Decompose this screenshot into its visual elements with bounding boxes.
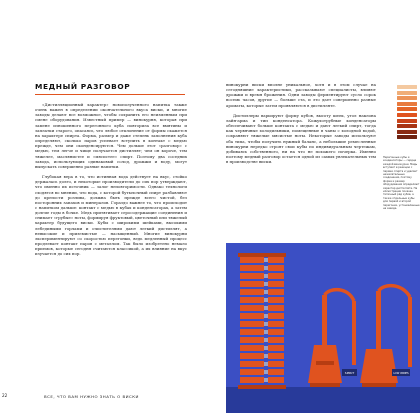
column-step (264, 362, 268, 366)
column-segment (240, 313, 264, 319)
paragraph: Дистиллеры варьируют форму кубов, высоту шеек, угол наклона лайн-арма и тип конденсатора. Кожухотрубные конденсаторы обеспечивают больше контакта с медью и дают легкий спирт, тогда как червячные холодильники, помещенные в чаны с холодной водой, сохраняют тяжелые мясистые ноты. Некоторые заводы используют оба типа, чтобы получить нужный баланс, а небольшие ремесленные винокурни нередко строят свои кубы по индивидуальным чертежам, добиваясь собственного, ни на что не похожего почерка. Именно поэтому медный разговор остается одной из самых увлекательных тем в производстве виски. (226, 112, 376, 165)
column-segment (240, 281, 264, 287)
label-box-spirit (342, 369, 357, 376)
illustration-floor (226, 387, 420, 413)
color-bar (397, 96, 417, 100)
column-segment (240, 257, 264, 263)
column-segment (268, 313, 284, 319)
column-segment (240, 377, 264, 383)
column-segment (268, 345, 284, 351)
label-box-low-wines (392, 369, 410, 376)
column-step (264, 298, 268, 302)
column-step (264, 306, 268, 310)
column-segment (268, 321, 284, 327)
color-bar (397, 102, 417, 106)
column-step (264, 258, 268, 262)
color-bar (397, 85, 417, 89)
column-segment (240, 273, 264, 279)
left-text-column (35, 102, 187, 404)
column-segment (240, 353, 264, 359)
column-step (264, 314, 268, 318)
section-heading: МЕДНЫЙ РАЗГОВОР (35, 82, 131, 91)
column-segment (268, 337, 284, 343)
heading-rule (35, 94, 185, 95)
column-step (264, 378, 268, 382)
column-segment (240, 345, 264, 351)
column-segment (240, 321, 264, 327)
color-bar (397, 124, 417, 128)
column-step (264, 370, 268, 374)
right-text-column (226, 82, 376, 242)
paragraph: винокурни виски вполне уникальное, хотя и в этом случае на сегодняшние характеристики, рассказывают специалисты, влияют дрожжи и время брожения. Одни заводы ферментируют сусло сорок восемь часов, другие — больше ста, и это дает совершенно разные ароматы, которые затем проявляются в дистилляте. (226, 82, 376, 108)
column-base (238, 385, 286, 389)
column-segment (240, 305, 264, 311)
column-segment (268, 273, 284, 279)
column-segment (268, 361, 284, 367)
column-step (264, 290, 268, 294)
color-swatch-bars (397, 85, 417, 141)
column-segment (268, 305, 284, 311)
column-segment (268, 281, 284, 287)
column-segment (240, 361, 264, 367)
page-number: 22 (2, 393, 8, 398)
column-segment (268, 329, 284, 335)
still-label-low-wines: LOW WINES (393, 372, 409, 375)
color-bar (397, 130, 417, 134)
column-segment (240, 297, 264, 303)
column-segment (240, 329, 264, 335)
column-step (264, 282, 268, 286)
column-segment (268, 257, 284, 263)
paragraph: Глубокая вера в то, что истинная вода действует на вкус, стойко держалась долго, и некоторые производители до сих пор утверждают, что именно их источник — залог неповторимости. Однако технологи сходятся во мнении, что вода, с которой бутылочный спирт разбавляют до крепости розлива, должна быть прежде всего чистой, без посторонних запахов и минералов. Гораздо важнее то, что происходит с напитком дальше: контакт с медью в кубах и конденсаторах, а затем долгие годы в бочке. Медь притягивает серосодержащие соединения и снимает «грубые» ноты, формируя фруктовый, цветочный или тяжелый характер будущего виски. Кубы с широкими шейками, высокими лебедиными горлами и очистителями дают легкий дистиллят, а невысокие и приземистые — насыщенный. Многие винокурни экспериментируют со скоростью перегонки, ведь медленный процесс продлевает контакт паров с металлом. Так было изобретено немало приемов, которые сегодня считаются классикой, а их влияние на вкус изучается до сих пор. (35, 174, 187, 257)
column-step (264, 346, 268, 350)
column-segment (268, 265, 284, 271)
column-segment (268, 289, 284, 295)
color-bar (397, 113, 417, 117)
column-step (264, 266, 268, 270)
column-segment (268, 353, 284, 359)
column-step (264, 322, 268, 326)
column-segment (268, 377, 284, 383)
color-bar (397, 135, 417, 139)
running-title: ВСЕ, ЧТО ВАМ НУЖНО ЗНАТЬ О ВИСКИ (44, 393, 139, 399)
column-segment (268, 297, 284, 303)
color-bar (397, 119, 417, 123)
column-segment (240, 289, 264, 295)
still-house-illustration (226, 243, 420, 413)
column-step (264, 330, 268, 334)
still-label-spirit: SPIRIT (344, 371, 355, 375)
color-bar (397, 91, 417, 95)
color-bar (397, 107, 417, 111)
column-step (264, 338, 268, 342)
column-cap (238, 253, 286, 257)
column-step (264, 274, 268, 278)
column-segment (240, 369, 264, 375)
column-segment (240, 337, 264, 343)
illustration-caption: Перегонные кубы и конденсаторы — сердце каждой винокурни. Медь вступает в реакцию с парами спирта и удаляет нежелательные соединения, поэтому форма и размер оборудования определяют характер дистиллята. На иллюстрации показан типичный ряд кубов, а также отдельные кубы для первой и второй перегонки, установленные на заводе. (383, 156, 420, 211)
paragraph: «Дистилляционный характер» новополученного напитка также очень важен в определении окончательного вкуса виски, и многие заводы делают все возможное, чтобы сохранить его неизменным при смене оборудования. Известный пример — винокурня, которая при замене изношенного перегонного куба повторила все вмятины и заплатки старого, опасаясь, что любое отклонение от формы скажется на характере спирта. Форма, размер и даже степень заполнения куба определяют, сколько паров успевает вступить в контакт с медью прежде, чем они сконденсируются. Чем дольше этот «разговор» с медью, тем легче и чище получается дистиллят; чем он короче, тем тяжелее, маслянистее и «мясистее» спирт. Поэтому два соседних завода, использующих одинаковый солод, дрожжи и воду, могут выпускать совершенно разные напитки. (35, 102, 187, 169)
column-segment (268, 369, 284, 375)
column-step (264, 354, 268, 358)
column-segment (240, 265, 264, 271)
